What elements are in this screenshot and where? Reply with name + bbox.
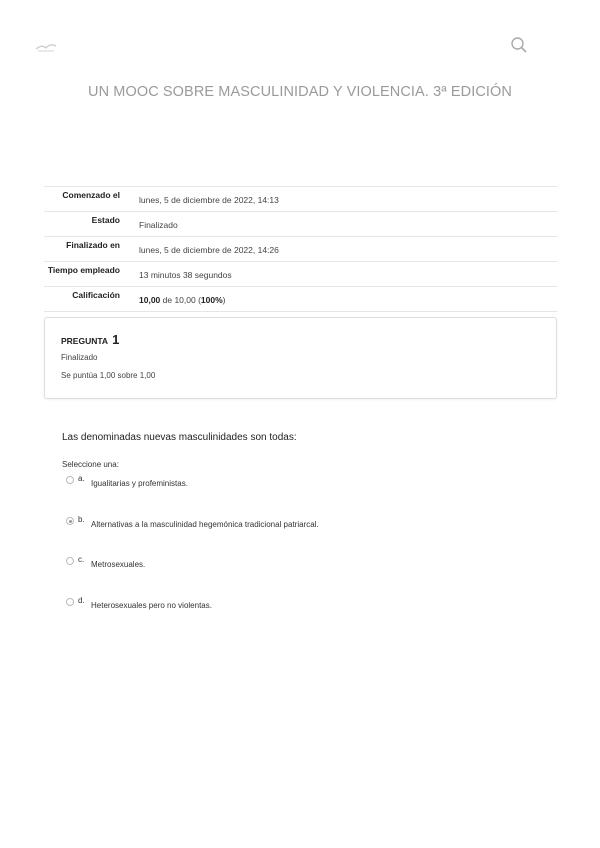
question-number: 1 bbox=[112, 332, 120, 347]
option-letter: a. bbox=[78, 474, 85, 483]
finished-value: lunes, 5 de diciembre de 2022, 14:26 bbox=[139, 245, 279, 255]
question-mark: Se puntúa 1,00 sobre 1,00 bbox=[61, 371, 156, 380]
question-info-box bbox=[44, 317, 557, 399]
grade-close: ) bbox=[222, 295, 226, 305]
summary-row-state bbox=[44, 212, 557, 237]
course-title[interactable]: UN MOOC SOBRE MASCULINIDAD Y VIOLENCIA. 3ª EDICIÓN bbox=[88, 84, 512, 100]
answer-prompt: Seleccione una: bbox=[62, 460, 119, 469]
summary-row-time bbox=[44, 262, 557, 287]
option-letter: d. bbox=[78, 596, 85, 605]
summary-row-finished bbox=[44, 237, 557, 262]
grade-value bbox=[120, 287, 226, 311]
grade-percent: 100% bbox=[200, 295, 223, 305]
radio-button-d[interactable] bbox=[66, 598, 74, 606]
radio-button-b-selected[interactable] bbox=[66, 517, 74, 525]
option-letter: b. bbox=[78, 515, 85, 524]
radio-button-c[interactable] bbox=[66, 557, 74, 565]
question-text: Las denominadas nuevas masculinidades son todas: bbox=[62, 432, 297, 443]
question-label: PREGUNTA bbox=[61, 336, 108, 346]
time-label: Tiempo empleado bbox=[47, 265, 120, 275]
option-letter: c. bbox=[78, 555, 85, 564]
attempt-summary-table bbox=[44, 186, 557, 312]
option-text: Igualitarias y profeministas. bbox=[91, 479, 188, 488]
grade-label: Calificación bbox=[72, 290, 120, 300]
question-state: Finalizado bbox=[61, 353, 98, 362]
finished-label: Finalizado en bbox=[66, 240, 120, 250]
time-value: 13 minutos 38 segundos bbox=[139, 270, 232, 280]
started-value: lunes, 5 de diciembre de 2022, 14:13 bbox=[139, 195, 279, 205]
question-heading bbox=[61, 332, 119, 347]
state-value: Finalizado bbox=[139, 220, 178, 230]
grade-of: de 10,00 ( bbox=[160, 295, 201, 305]
option-text: Alternativas a la masculinidad hegemónica tradicional patriarcal. bbox=[91, 520, 319, 529]
summary-row-grade bbox=[44, 287, 557, 312]
option-text: Heterosexuales pero no violentas. bbox=[91, 601, 212, 610]
grade-score: 10,00 bbox=[139, 295, 161, 305]
site-logo-icon[interactable] bbox=[34, 40, 58, 54]
radio-button-a[interactable] bbox=[66, 476, 74, 484]
summary-row-started bbox=[44, 187, 557, 212]
state-label: Estado bbox=[91, 215, 120, 225]
started-label: Comenzado el bbox=[62, 190, 120, 200]
search-icon[interactable] bbox=[510, 36, 528, 54]
option-text: Metrosexuales. bbox=[91, 560, 146, 569]
